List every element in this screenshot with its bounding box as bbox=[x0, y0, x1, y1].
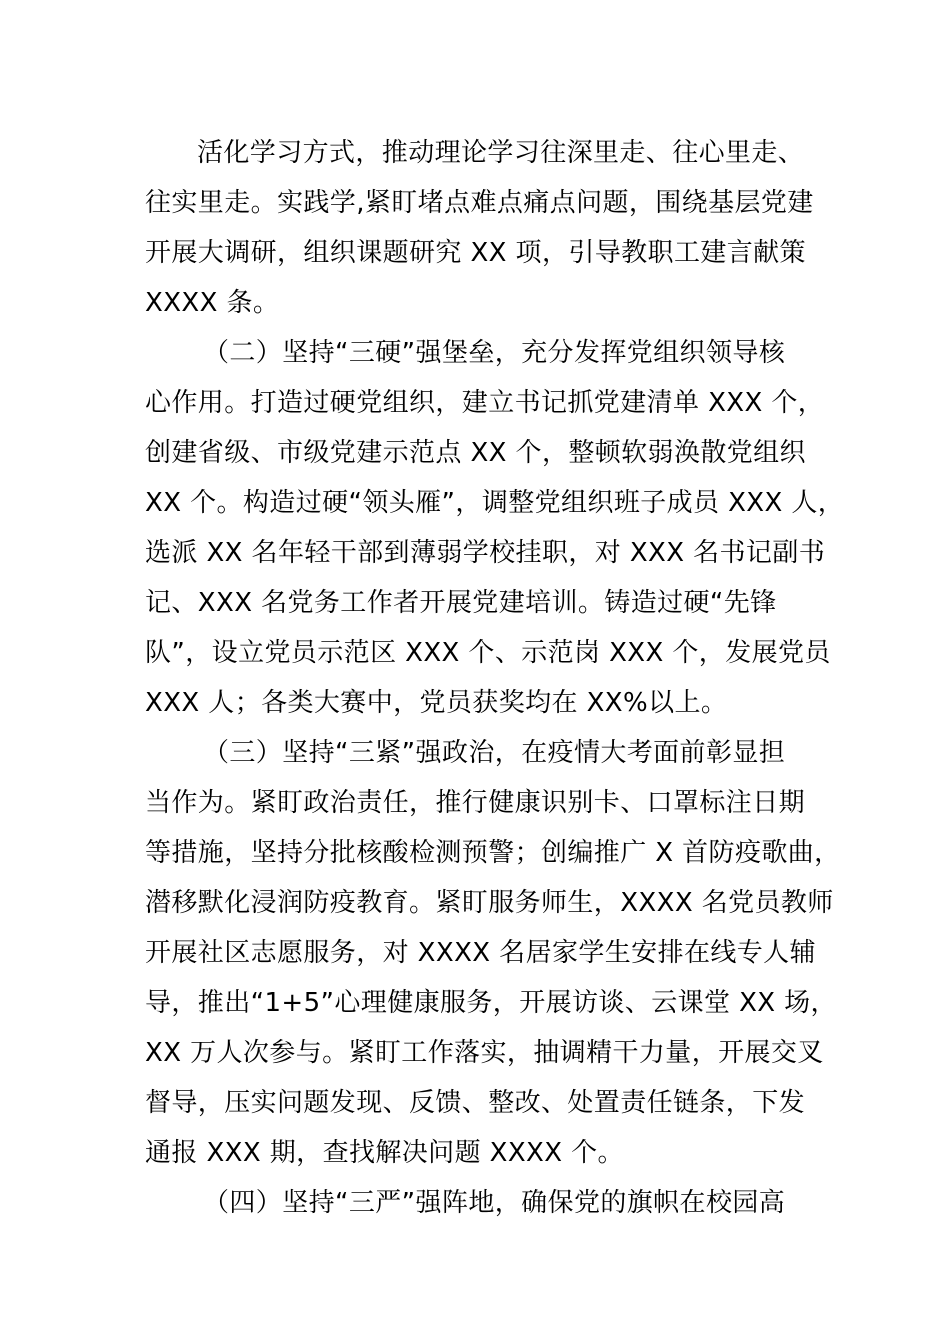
text-line: 创建省级、市级党建示范点 XX 个，整顿软弱涣散党组织 bbox=[145, 438, 806, 468]
text-line: XXXX 条。 bbox=[145, 288, 280, 318]
text-line: 选派 XX 名年轻干部到薄弱学校挂职，对 XXX 名书记副书 bbox=[145, 538, 826, 568]
text-line: XX 万人次参与。紧盯工作落实，抽调精干力量，开展交叉 bbox=[145, 1038, 824, 1068]
text-line: 等措施，坚持分批核酸检测预警；创编推广 X 首防疫歌曲， bbox=[145, 838, 841, 868]
text-line: 记、XXX 名党务工作者开展党建培训。铸造过硬“先锋 bbox=[145, 588, 777, 618]
text-line: 队”，设立党员示范区 XXX 个、示范岗 XXX 个，发展党员 bbox=[145, 638, 831, 668]
text-line: 心作用。打造过硬党组织，建立书记抓党建清单 XXX 个， bbox=[145, 388, 825, 418]
section-heading-line: （三）坚持“三紧”强政治，在疫情大考面前彰显担 bbox=[203, 738, 786, 768]
document-body bbox=[145, 128, 845, 1228]
section-heading-line: （四）坚持“三严”强阵地，确保党的旗帜在校园高 bbox=[203, 1188, 786, 1218]
text-line: 往实里走。实践学,紧盯堵点难点痛点问题，围绕基层党建 bbox=[145, 188, 814, 218]
text-line: 开展社区志愿服务，对 XXXX 名居家学生安排在线专人辅 bbox=[145, 938, 816, 968]
text-line: 通报 XXX 期，查找解决问题 XXXX 个。 bbox=[145, 1138, 624, 1168]
text-line: 当作为。紧盯政治责任，推行健康识别卡、口罩标注日期 bbox=[145, 788, 806, 818]
section-heading-line: （二）坚持“三硬”强堡垒，充分发挥党组织领导核 bbox=[203, 338, 786, 368]
text-line: 潜移默化浸润防疫教育。紧盯服务师生，XXXX 名党员教师 bbox=[145, 888, 834, 918]
text-line: 导，推出“1+5”心理健康服务，开展访谈、云课堂 XX 场， bbox=[145, 988, 837, 1018]
text-line: 开展大调研，组织课题研究 XX 项，引导教职工建言献策 bbox=[145, 238, 806, 268]
text-line: XXX 人；各类大赛中，党员获奖均在 XX%以上。 bbox=[145, 688, 728, 718]
text-line: XX 个。构造过硬“领头雁”，调整党组织班子成员 XXX 人， bbox=[145, 488, 845, 518]
text-line: 督导，压实问题发现、反馈、整改、处置责任链条，下发 bbox=[145, 1088, 806, 1118]
text-line: 活化学习方式，推动理论学习往深里走、往心里走、 bbox=[197, 138, 805, 168]
